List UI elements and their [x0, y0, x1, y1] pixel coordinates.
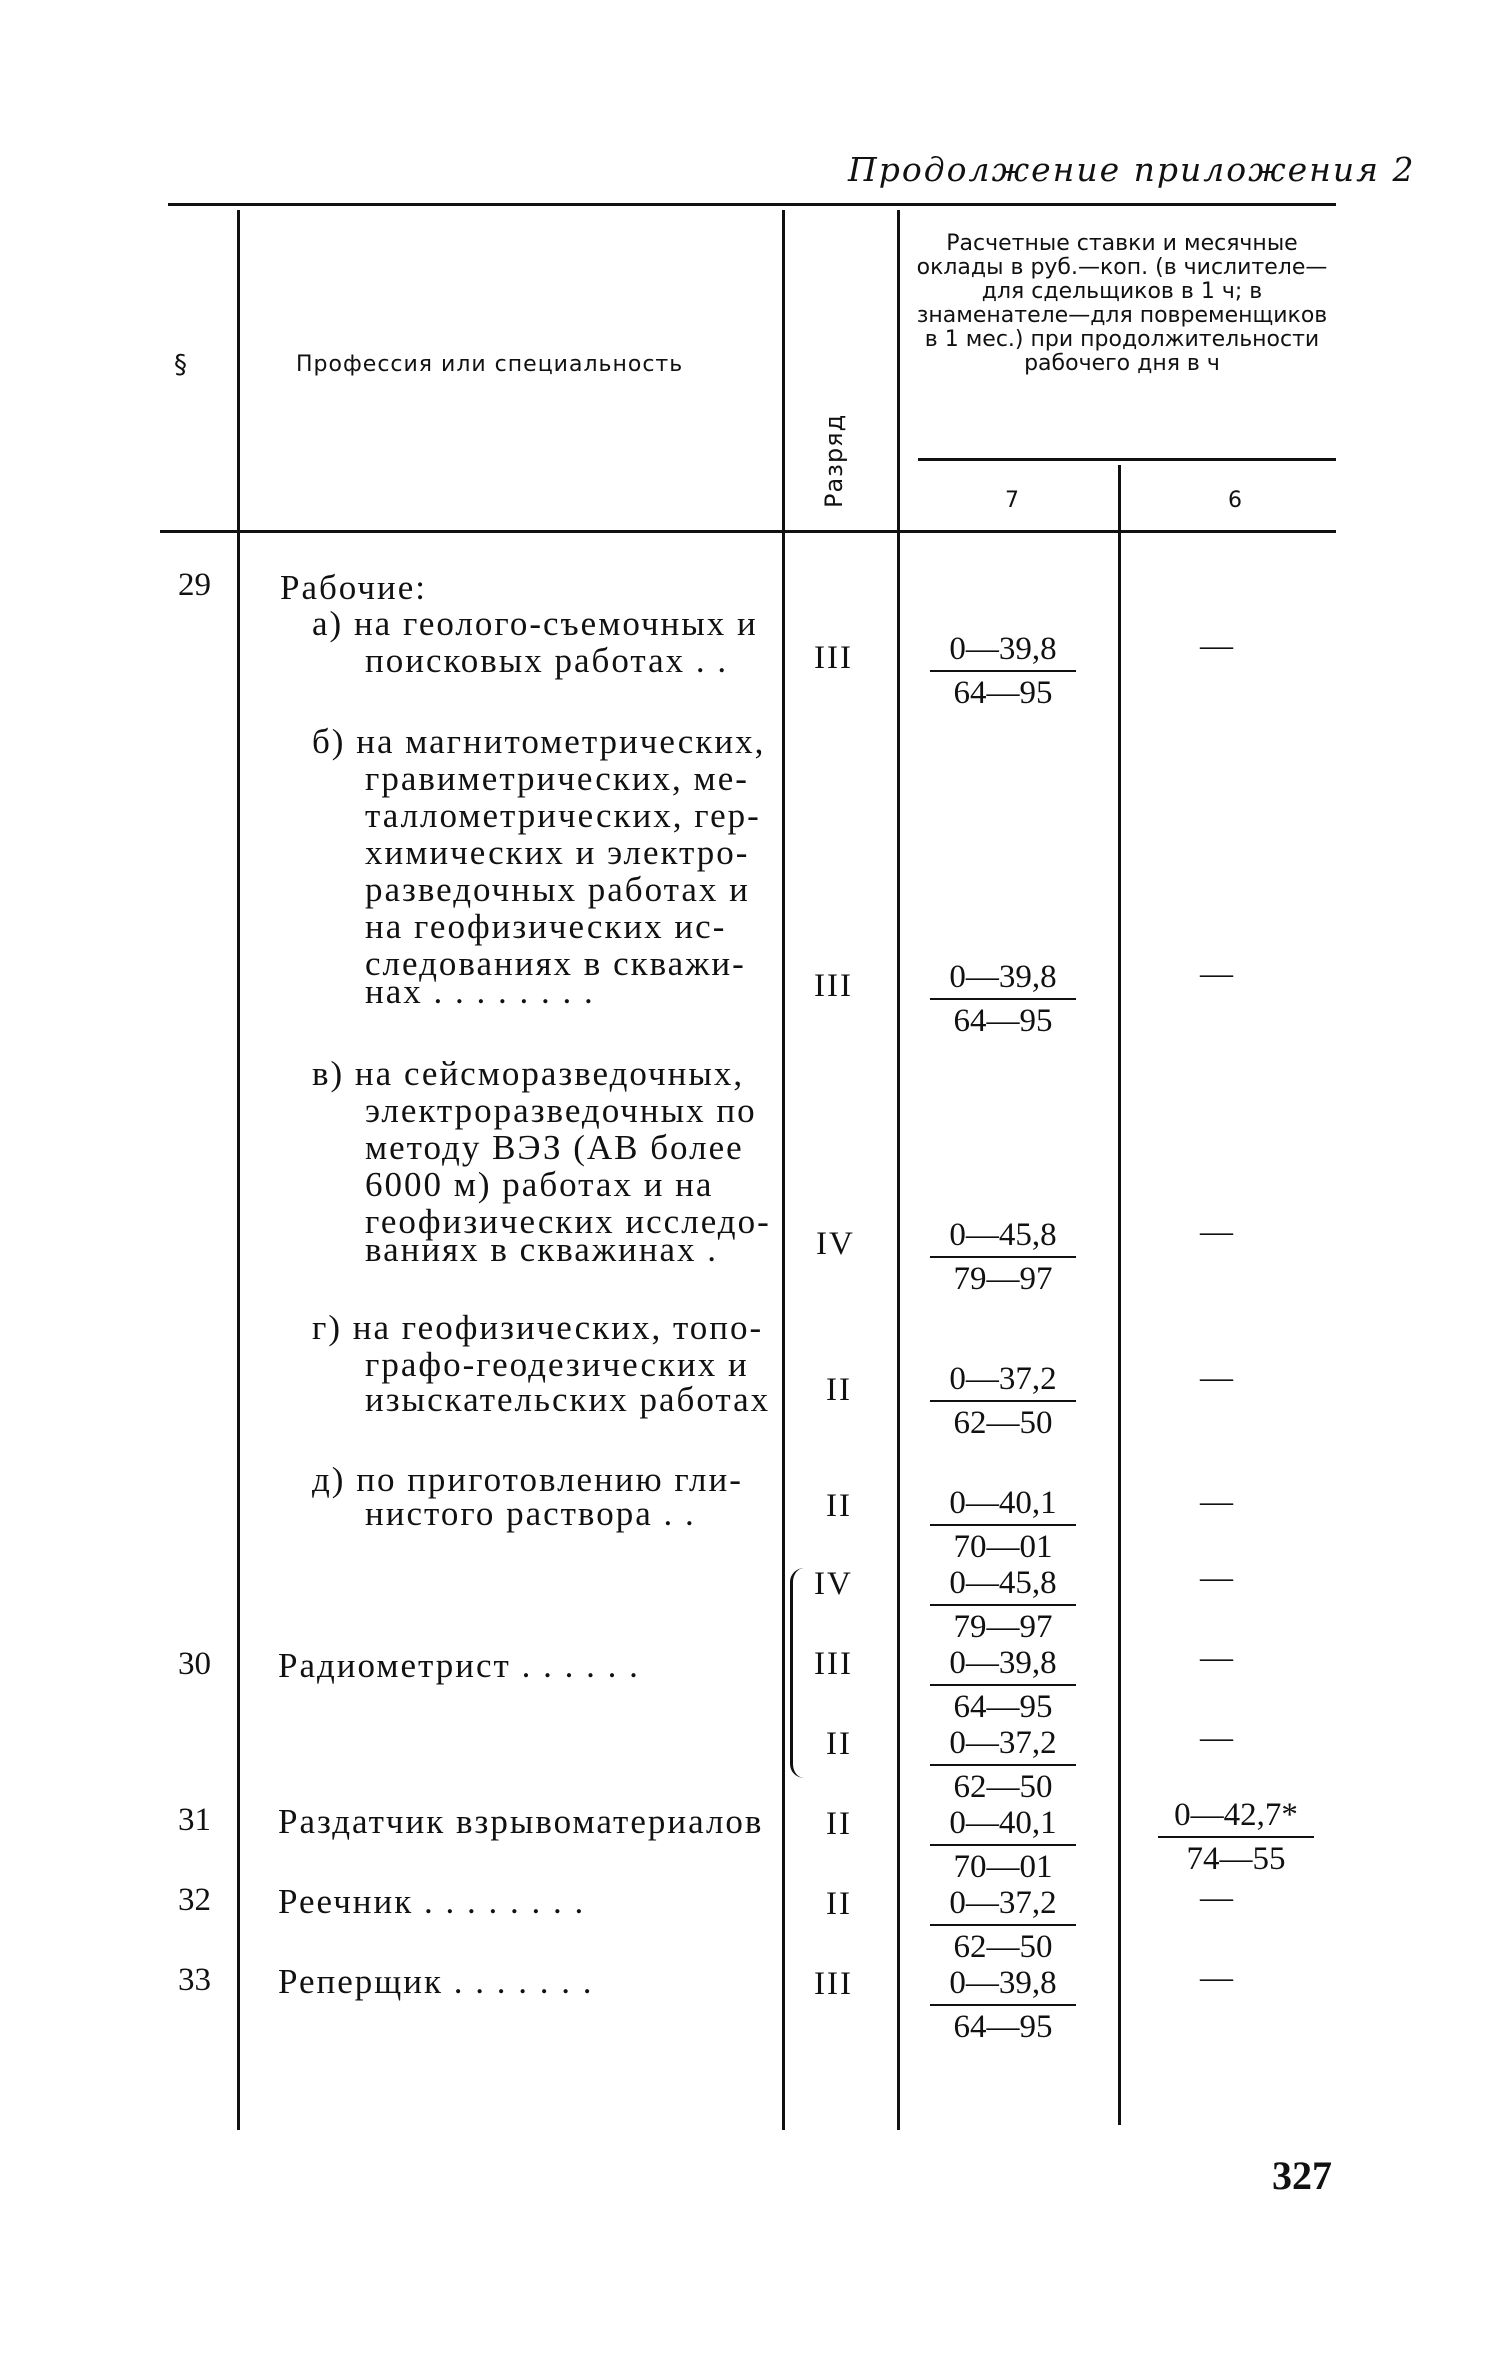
- fraction-bar: [930, 1684, 1076, 1686]
- grade-cell: II: [826, 1726, 852, 1762]
- rate-numerator: 0—37,2: [949, 1885, 1057, 1921]
- fraction-bar: [930, 670, 1076, 672]
- fraction-bar: [930, 1400, 1076, 1402]
- profession-line: нах . . . . . . . .: [365, 972, 595, 1011]
- rate-denominator: 62—50: [953, 1405, 1053, 1441]
- profession-line: гравиметрических, ме-: [365, 759, 749, 798]
- profession-line: нистого раствора . .: [365, 1494, 696, 1533]
- rate-6h-empty: —: [1200, 1360, 1233, 1396]
- profession-line: а) на геолого-съемочных и: [312, 604, 758, 643]
- rate-denominator: 74—55: [1186, 1841, 1286, 1877]
- rate-7h-fraction: [930, 1484, 1076, 1566]
- grade-cell: III: [814, 1646, 853, 1682]
- grade-cell: II: [826, 1886, 852, 1922]
- header-rates: Расчетные ставки и месячные оклады в руб.—коп. (в числителе—для сдельщиков в 1 ч; в знаменателе—для повременщиков в 1 мес.) при продолжительности рабочего дня в ч: [916, 231, 1328, 376]
- fraction-bar: [930, 998, 1076, 1000]
- grade-cell: III: [814, 968, 853, 1004]
- header-hours-6: 6: [1228, 488, 1243, 513]
- rate-denominator: 62—50: [953, 1929, 1053, 1965]
- rate-6h-empty: —: [1200, 1640, 1233, 1676]
- rate-7h-fraction: [930, 1216, 1076, 1298]
- rate-numerator: 0—39,8: [949, 1645, 1057, 1681]
- rate-7h-fraction: [930, 1724, 1076, 1806]
- profession-line: г) на геофизических, топо-: [312, 1308, 764, 1347]
- grade-cell: II: [826, 1806, 852, 1842]
- rate-numerator: 0—37,2: [949, 1725, 1057, 1761]
- rate-7h-fraction: [930, 1564, 1076, 1646]
- rate-6h-empty: —: [1200, 1720, 1233, 1756]
- fraction-bar: [930, 1924, 1076, 1926]
- grade-cell: IV: [816, 1226, 855, 1262]
- profession-line: 6000 м) работах и на: [365, 1165, 714, 1204]
- rate-numerator: 0—42,7*: [1174, 1797, 1298, 1833]
- rate-7h-fraction: [930, 1644, 1076, 1726]
- fraction-bar: [930, 2004, 1076, 2006]
- col-divider-1: [237, 210, 240, 2130]
- rate-7h-fraction: [930, 1804, 1076, 1886]
- profession-line: в) на сейсморазведочных,: [312, 1054, 745, 1093]
- profession-line: таллометрических, гер-: [365, 796, 761, 835]
- fraction-bar: [930, 1764, 1076, 1766]
- rate-7h-fraction: [930, 1884, 1076, 1966]
- header-section: §: [174, 350, 188, 380]
- grade-cell: III: [814, 640, 853, 676]
- profession-line: разведочных работах и: [365, 870, 750, 909]
- caption: Продолжение приложения 2: [848, 150, 1416, 189]
- fraction-bar: [930, 1844, 1076, 1846]
- rate-7h-fraction: [930, 958, 1076, 1040]
- profession-benchmark-setter: Реперщик . . . . . . .: [278, 1962, 594, 2001]
- profession-line: на геофизических ис-: [365, 907, 727, 946]
- profession-line: следованиях в скважи-: [365, 944, 746, 983]
- rate-7h-fraction: [930, 1360, 1076, 1442]
- rate-6h-empty: —: [1200, 628, 1233, 664]
- profession-line: методу ВЭЗ (АВ более: [365, 1128, 744, 1167]
- rate-6h-empty: —: [1200, 956, 1233, 992]
- profession-line: ваниях в скважинах .: [365, 1230, 719, 1269]
- col-divider-3: [897, 210, 900, 2130]
- rate-numerator: 0—39,8: [949, 1965, 1057, 2001]
- rate-numerator: 0—39,8: [949, 959, 1057, 995]
- header-profession: Профессия или специальность: [296, 352, 684, 377]
- rate-numerator: 0—40,1: [949, 1485, 1057, 1521]
- rate-denominator: 79—97: [953, 1261, 1053, 1297]
- page-number: 327: [1272, 2153, 1332, 2198]
- header-hours-7: 7: [1005, 488, 1020, 513]
- header-grade: Разряд: [820, 413, 848, 508]
- grade-brace: [790, 1568, 807, 1778]
- header-bottom-rule: [160, 530, 1336, 533]
- rate-denominator: 64—95: [953, 675, 1053, 711]
- grade-cell: IV: [814, 1566, 853, 1602]
- profession-line: б) на магнитометрических,: [312, 722, 766, 761]
- grade-cell: II: [826, 1488, 852, 1524]
- profession-line: поисковых работах . .: [365, 641, 729, 680]
- rate-6h-empty: —: [1200, 1214, 1233, 1250]
- profession-radiometrist: Радиометрист . . . . . .: [278, 1646, 640, 1685]
- fraction-bar: [1158, 1836, 1314, 1838]
- rate-denominator: 64—95: [953, 2009, 1053, 2045]
- rate-6h-fraction: [1158, 1796, 1314, 1878]
- rate-7h-fraction: [930, 630, 1076, 712]
- profession-rodman: Реечник . . . . . . . .: [278, 1882, 586, 1921]
- row-number-33: 33: [178, 1962, 211, 1998]
- row-number-31: 31: [178, 1802, 211, 1838]
- rate-denominator: 62—50: [953, 1769, 1053, 1805]
- rate-numerator: 0—37,2: [949, 1361, 1057, 1397]
- rate-denominator: 70—01: [953, 1529, 1053, 1565]
- profession-explosives-dispenser: Раздатчик взрывоматериалов: [278, 1802, 764, 1841]
- profession-line: геофизических исследо-: [365, 1202, 771, 1241]
- profession-line: изыскательских работах: [365, 1380, 771, 1419]
- grade-cell: III: [814, 1966, 853, 2002]
- rate-numerator: 0—45,8: [949, 1217, 1057, 1253]
- rate-numerator: 0—40,1: [949, 1805, 1057, 1841]
- col-divider-4: [1118, 465, 1121, 2125]
- rate-numerator: 0—45,8: [949, 1565, 1057, 1601]
- rate-6h-empty: —: [1200, 1880, 1233, 1916]
- profession-line: химических и электро-: [365, 833, 750, 872]
- rates-subheader-rule: [918, 458, 1336, 461]
- rate-6h-empty: —: [1200, 1960, 1233, 1996]
- rate-6h-empty: —: [1200, 1484, 1233, 1520]
- profession-workers: Рабочие:: [280, 568, 427, 607]
- profession-line: электроразведочных по: [365, 1091, 757, 1130]
- profession-line: графо-геодезических и: [365, 1345, 749, 1384]
- rate-denominator: 70—01: [953, 1849, 1053, 1885]
- rate-6h-empty: —: [1200, 1560, 1233, 1596]
- fraction-bar: [930, 1256, 1076, 1258]
- col-divider-2: [782, 210, 785, 2130]
- rate-7h-fraction: [930, 1964, 1076, 2046]
- rate-denominator: 79—97: [953, 1609, 1053, 1645]
- fraction-bar: [930, 1524, 1076, 1526]
- profession-line: д) по приготовлению гли-: [312, 1460, 743, 1499]
- rate-numerator: 0—39,8: [949, 631, 1057, 667]
- row-number-29: 29: [178, 567, 211, 603]
- grade-cell: II: [826, 1372, 852, 1408]
- fraction-bar: [930, 1604, 1076, 1606]
- row-number-32: 32: [178, 1882, 211, 1918]
- rate-denominator: 64—95: [953, 1689, 1053, 1725]
- rate-denominator: 64—95: [953, 1003, 1053, 1039]
- row-number-30: 30: [178, 1646, 211, 1682]
- table-top-rule: [168, 203, 1336, 206]
